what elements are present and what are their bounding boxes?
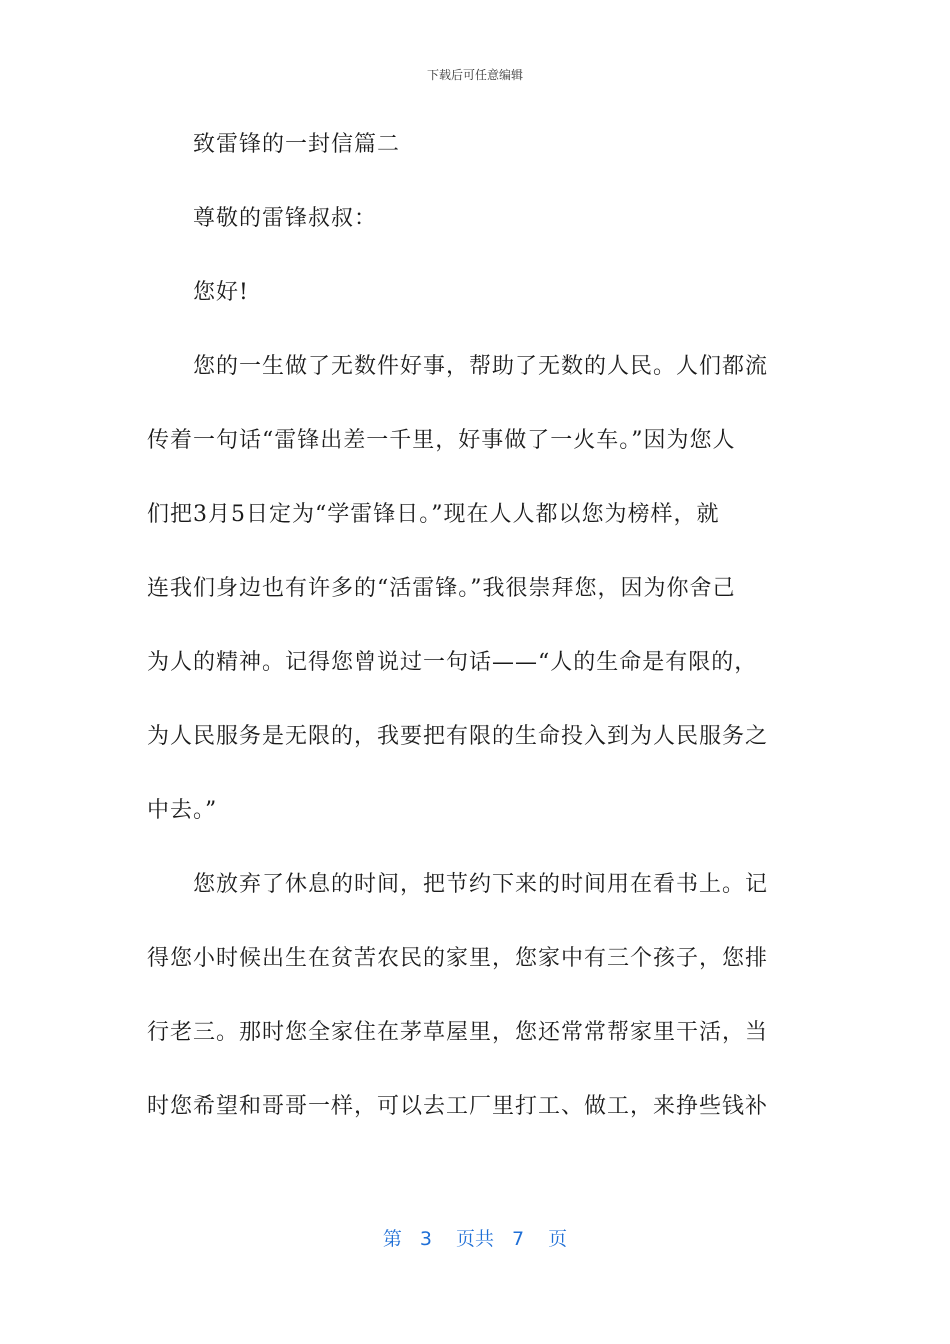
footer-prefix: 第 bbox=[382, 1228, 402, 1250]
paragraph-line: 连我们身边也有许多的“活雷锋。”我很崇拜您，因为你舍己 bbox=[147, 576, 736, 601]
page-number-footer bbox=[0, 1224, 950, 1251]
footer-suffix: 页 bbox=[548, 1228, 568, 1250]
footer-total-pages: 7 bbox=[512, 1228, 525, 1250]
paragraph-line: 行老三。那时您全家住在茅草屋里，您还常常帮家里干活，当 bbox=[147, 1020, 769, 1045]
salutation: 尊敬的雷锋叔叔： bbox=[193, 206, 378, 231]
paragraph-line: 您的一生做了无数件好事，帮助了无数的人民。人们都流 bbox=[193, 354, 769, 379]
paragraph-line: 为人的精神。记得您曾说过一句话——“人的生命是有限的， bbox=[147, 650, 758, 675]
footer-current-page: 3 bbox=[419, 1228, 432, 1250]
paragraph-line: 为人民服务是无限的，我要把有限的生命投入到为人民服务之 bbox=[147, 724, 769, 749]
paragraph-line: 传着一句话“雷锋出差一千里，好事做了一火车。”因为您人 bbox=[147, 428, 736, 453]
header-note: 下载后可任意编辑 bbox=[426, 68, 523, 82]
paragraph-line: 您放弃了休息的时间，把节约下来的时间用在看书上。记 bbox=[193, 872, 769, 897]
paragraph-line: 们把3月5日定为“学雷锋日。”现在人人都以您为榜样，就 bbox=[147, 502, 720, 527]
greeting: 您好! bbox=[193, 280, 249, 305]
paragraph-line: 得您小时候出生在贫苦农民的家里，您家中有三个孩子，您排 bbox=[147, 946, 769, 971]
document-body bbox=[147, 118, 797, 1154]
paragraph-line: 时您希望和哥哥一样，可以去工厂里打工、做工，来挣些钱补 bbox=[147, 1094, 769, 1119]
footer-middle: 页共 bbox=[455, 1228, 494, 1250]
letter-title: 致雷锋的一封信篇二 bbox=[193, 132, 401, 157]
paragraph-line: 中去。” bbox=[147, 798, 218, 823]
